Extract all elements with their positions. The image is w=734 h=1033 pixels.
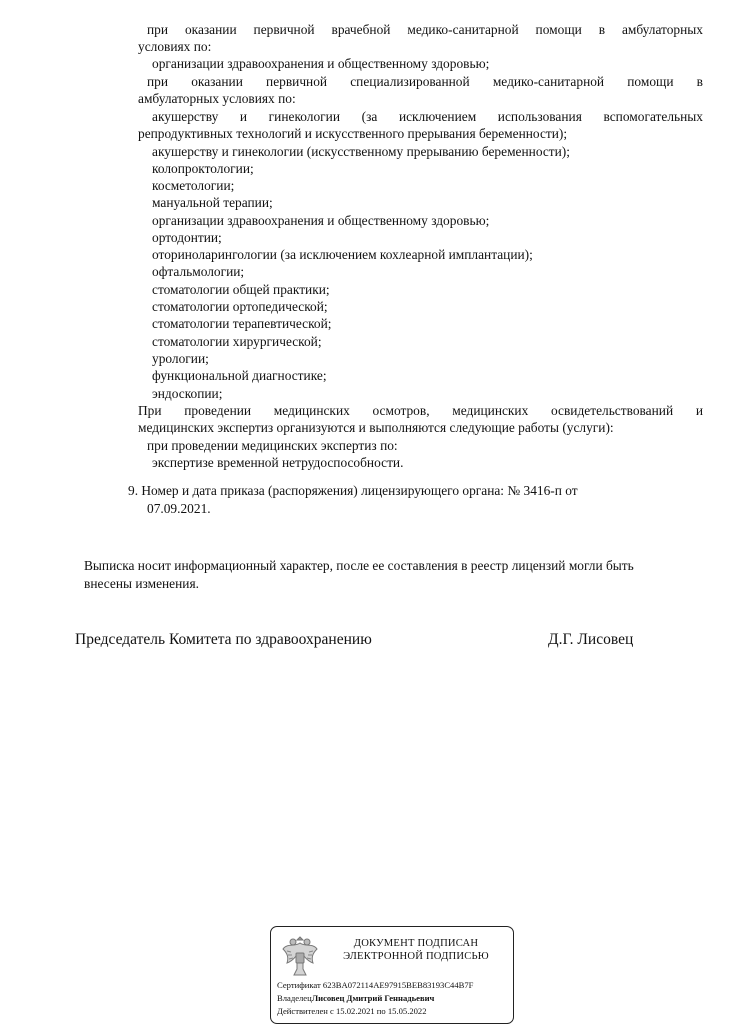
paragraph: при проведении медицинских экспертиз по: [147,438,398,453]
paragraph: функциональной диагностике; [152,368,327,383]
paragraph: колопроктологии; [152,161,254,176]
info-note-line-2: внесены изменения. [84,576,199,591]
item-9-line-2: 07.09.2021. [147,501,211,516]
paragraph: косметологии; [152,178,235,193]
paragraph: стоматологии терапевтической; [152,316,332,331]
paragraph: эндоскопии; [152,386,223,401]
paragraph: репродуктивных технологий и искусственного прерывания беременности); [138,126,568,141]
paragraph: экспертизе временной нетрудоспособности. [152,455,404,470]
stamp-certificate: Сертификат 623BA072114AE97915BEB83193C44B7F [277,980,474,990]
paragraph: при оказании первичной врачебной медико-санитарной помощи в амбулаторных [147,22,703,37]
paragraph: акушерству и гинекологии (искусственному прерыванию беременности); [152,144,570,159]
paragraph: организации здравоохранения и общественному здоровью; [152,56,490,71]
paragraph: организации здравоохранения и общественному здоровью; [152,213,490,228]
stamp-owner-label: Владелец [277,993,312,1003]
paragraph: стоматологии хирургической; [152,334,322,349]
stamp-owner [277,993,434,1004]
signatory-name: Д.Г. Лисовец [548,631,634,648]
paragraph: стоматологии общей практики; [152,282,330,297]
signatory-position: Председатель Комитета по здравоохранению [75,631,372,648]
paragraph: мануальной терапии; [152,195,273,210]
paragraph: офтальмологии; [152,264,245,279]
item-9-line-1: 9. Номер и дата приказа (распоряжения) лицензирующего органа: № 3416-п от [128,483,578,498]
stamp-header [323,937,509,963]
paragraph: урологии; [152,351,209,366]
paragraph: при оказании первичной специализированной медико-санитарной помощи в [147,74,703,89]
stamp-header-line-2: ЭЛЕКТРОННОЙ ПОДПИСЬЮ [343,951,489,962]
paragraph: амбулаторных условиях по: [138,91,296,106]
info-note-line-1: Выписка носит информационный характер, после ее составления в реестр лицензий могли быть [84,558,634,573]
paragraph: акушерству и гинекологии (за исключением использования вспомогательных [152,109,703,124]
stamp-owner-name: Лисовец Дмитрий Геннадьевич [311,993,435,1003]
stamp-header-line-1: ДОКУМЕНТ ПОДПИСАН [353,938,479,949]
paragraph: условиях по: [138,39,212,54]
paragraph: ортодонтии; [152,230,222,245]
paragraph: оториноларингологии (за исключением кохлеарной имплантации); [152,247,533,262]
electronic-signature-stamp [270,926,514,1024]
paragraph: медицинских экспертиз организуются и выполняются следующие работы (услуги): [138,420,614,435]
stamp-validity: Действителен с 15.02.2021 по 15.05.2022 [277,1006,427,1016]
coat-of-arms-icon [279,933,321,979]
paragraph: При проведении медицинских осмотров, медицинских освидетельствований и [138,403,703,418]
paragraph: стоматологии ортопедической; [152,299,328,314]
